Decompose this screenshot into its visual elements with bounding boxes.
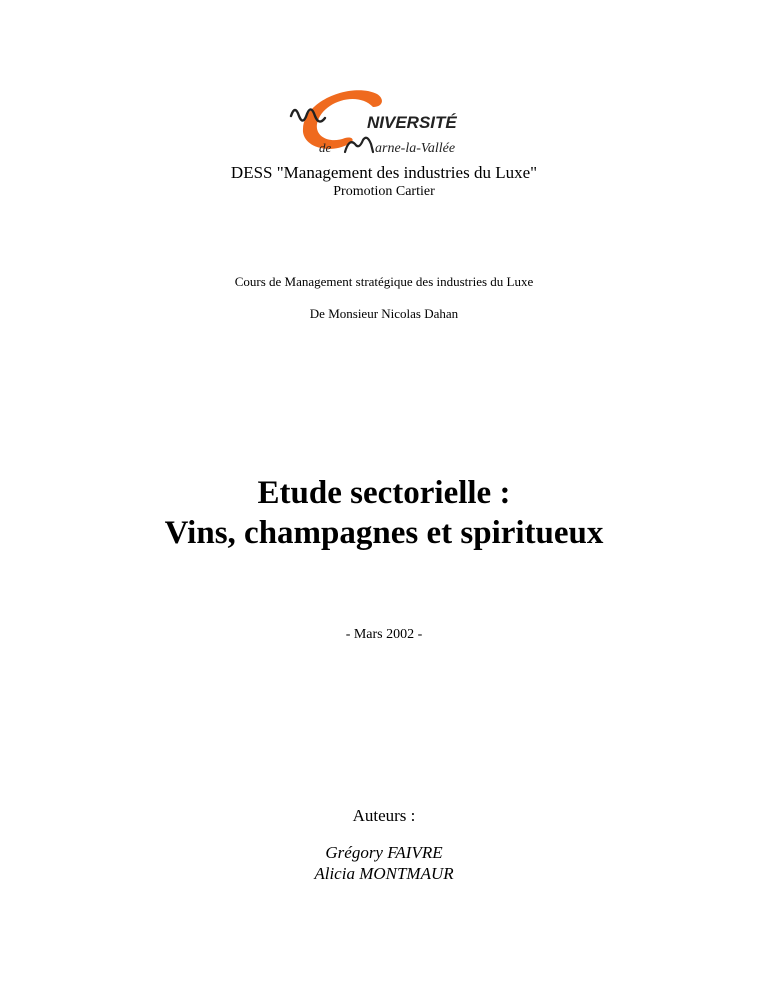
professor-name: De Monsieur Nicolas Dahan: [309, 306, 459, 321]
logo-marne-text: arne-la-Vallée: [375, 141, 456, 156]
course-title: Cours de Management stratégique des industries du Luxe: [234, 274, 534, 289]
university-logo: [285, 82, 480, 160]
document-title-line1: Etude sectorielle :: [257, 475, 511, 511]
logo-universite-text: NIVERSITÉ: [367, 113, 457, 132]
promotion-name: Promotion Cartier: [333, 184, 435, 199]
logo-de-text: de: [319, 140, 332, 155]
author-name: Grégory FAIVRE: [325, 843, 443, 862]
program-title: DESS "Management des industries du Luxe": [230, 163, 538, 182]
authors-label: Auteurs :: [352, 806, 416, 825]
author-name: Alicia MONTMAUR: [314, 864, 454, 883]
document-date: - Mars 2002 -: [345, 627, 423, 642]
document-title-line2: Vins, champagnes et spiritueux: [164, 515, 604, 551]
